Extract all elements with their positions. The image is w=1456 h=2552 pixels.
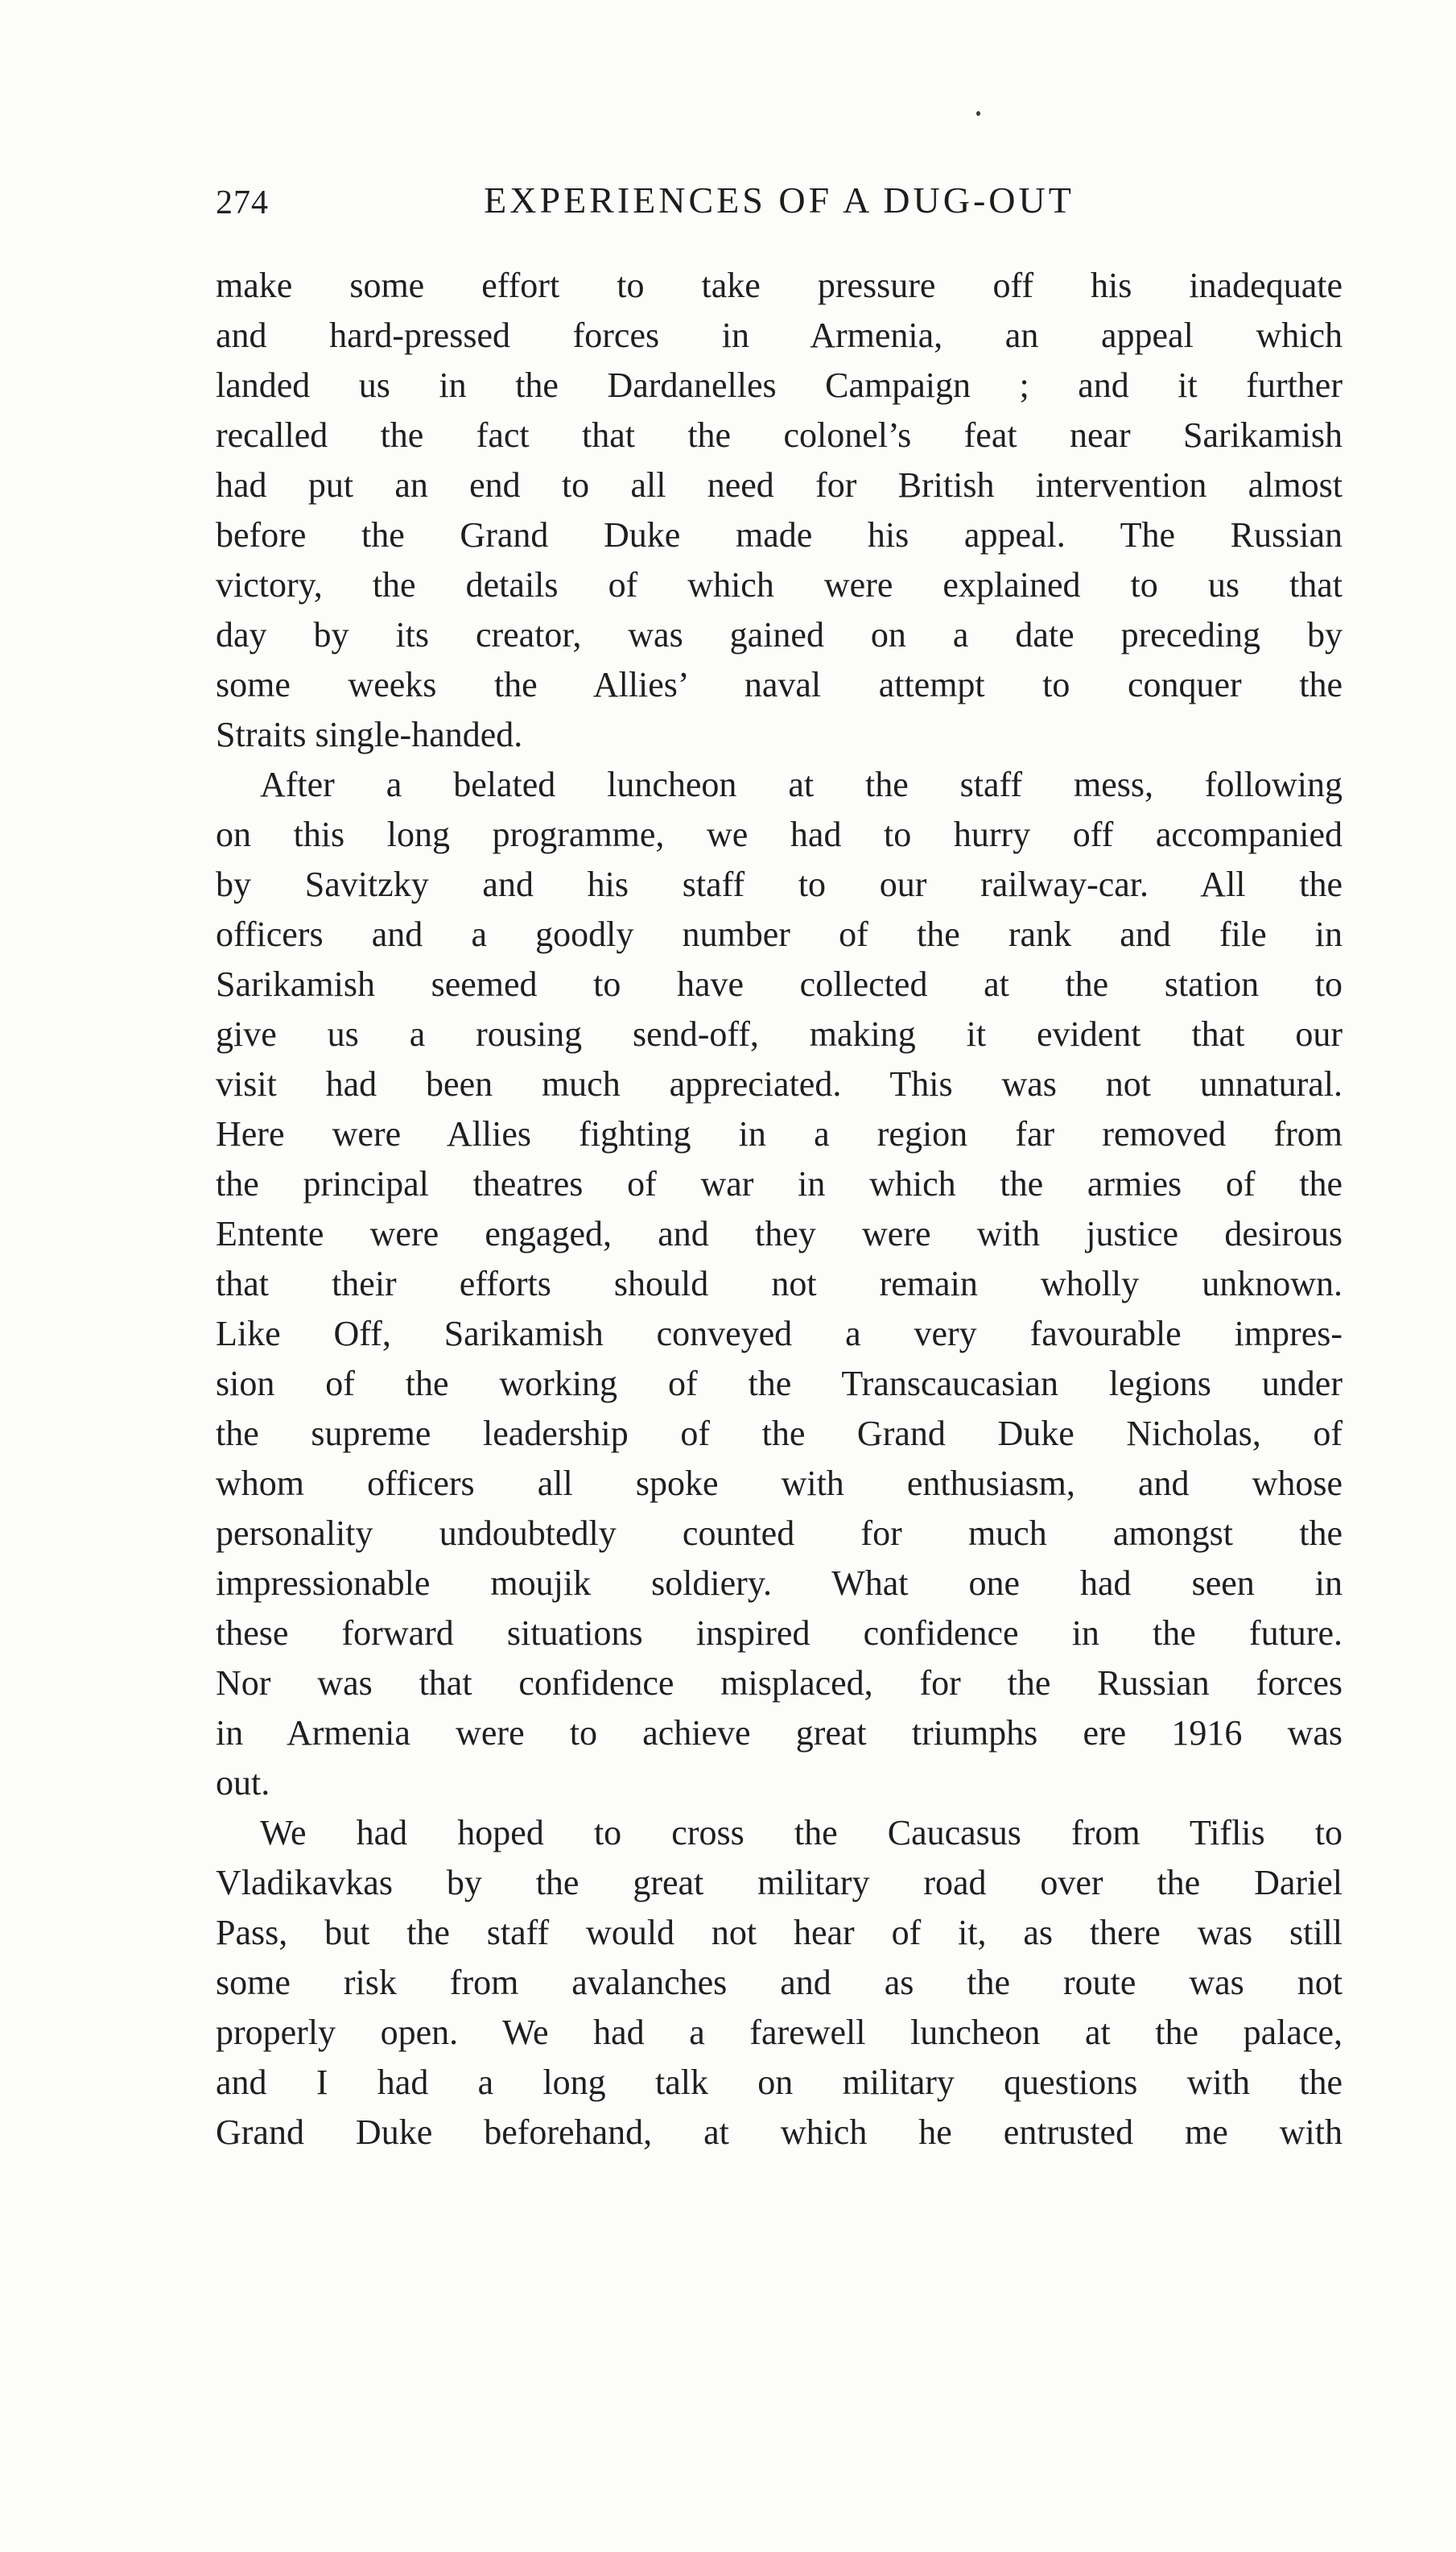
text-line: on this long programme, we had to hurry off accompanied	[216, 815, 1343, 854]
ink-speck	[976, 111, 980, 116]
text-line: We had hoped to cross the Caucasus from Tiflis to	[260, 1813, 1343, 1852]
text-line: Like Off, Sarikamish conveyed a very favourable impres-	[216, 1314, 1343, 1353]
text-line: before the Grand Duke made his appeal. The Russian	[216, 515, 1343, 555]
page-header	[216, 179, 1343, 230]
text-line: out.	[216, 1763, 270, 1803]
text-line: officers and a goodly number of the rank and file in	[216, 915, 1343, 954]
text-line: impressionable moujik soldiery. What one had seen in	[216, 1563, 1343, 1603]
text-line: and hard-pressed forces in Armenia, an appeal which	[216, 316, 1343, 355]
paragraph	[216, 261, 1343, 760]
paragraph	[216, 760, 1343, 1808]
text-line: that their efforts should not remain wholly unknown.	[216, 1264, 1343, 1303]
text-line: Grand Duke beforehand, at which he entrusted me with	[216, 2112, 1343, 2152]
text-line: day by its creator, was gained on a date preceding by	[216, 615, 1343, 655]
text-line: Here were Allies fighting in a region far removed from	[216, 1114, 1343, 1154]
text-line: give us a rousing send-off, making it evident that our	[216, 1014, 1343, 1054]
text-line: in Armenia were to achieve great triumphs ere 1916 was	[216, 1713, 1343, 1753]
text-block	[216, 261, 1343, 2158]
text-line: whom officers all spoke with enthusiasm, and whose	[216, 1464, 1343, 1503]
running-title: EXPERIENCES OF A DUG-OUT	[484, 180, 1074, 221]
text-line: and I had a long talk on military questions with the	[216, 2063, 1343, 2102]
text-line: landed us in the Dardanelles Campaign ; and it further	[216, 365, 1343, 405]
text-line: Sarikamish seemed to have collected at the station to	[216, 964, 1343, 1004]
page-number: 274	[216, 184, 269, 221]
text-line: make some effort to take pressure off his inadequate	[216, 266, 1343, 305]
text-line: personality undoubtedly counted for much amongst the	[216, 1513, 1343, 1553]
text-line: these forward situations inspired confidence in the future.	[216, 1613, 1343, 1653]
text-line: had put an end to all need for British intervention almost	[216, 465, 1343, 505]
text-line: the supreme leadership of the Grand Duke Nicholas, of	[216, 1414, 1343, 1453]
text-line: victory, the details of which were explained to us that	[216, 565, 1343, 605]
text-line: some risk from avalanches and as the route was not	[216, 1963, 1343, 2002]
text-line: recalled the fact that the colonel’s feat near Sarikamish	[216, 415, 1343, 455]
text-line: the principal theatres of war in which the armies of the	[216, 1164, 1343, 1204]
text-line: by Savitzky and his staff to our railway-car. All the	[216, 865, 1343, 904]
text-line: Straits single-handed.	[216, 715, 523, 754]
paragraph	[216, 1808, 1343, 2158]
text-line: Pass, but the staff would not hear of it, as there was still	[216, 1913, 1343, 1952]
text-line: some weeks the Allies’ naval attempt to conquer the	[216, 665, 1343, 704]
text-line: Nor was that confidence misplaced, for the Russian forces	[216, 1663, 1343, 1703]
text-line: visit had been much appreciated. This was not unnatural.	[216, 1064, 1343, 1104]
text-line: Entente were engaged, and they were with justice desirous	[216, 1214, 1343, 1253]
text-line: Vladikavkas by the great military road over the Dariel	[216, 1863, 1343, 1902]
text-line: After a belated luncheon at the staff mess, following	[260, 765, 1343, 804]
text-line: sion of the working of the Transcaucasian legions under	[216, 1364, 1343, 1403]
text-line: properly open. We had a farewell luncheon at the palace,	[216, 2013, 1343, 2052]
